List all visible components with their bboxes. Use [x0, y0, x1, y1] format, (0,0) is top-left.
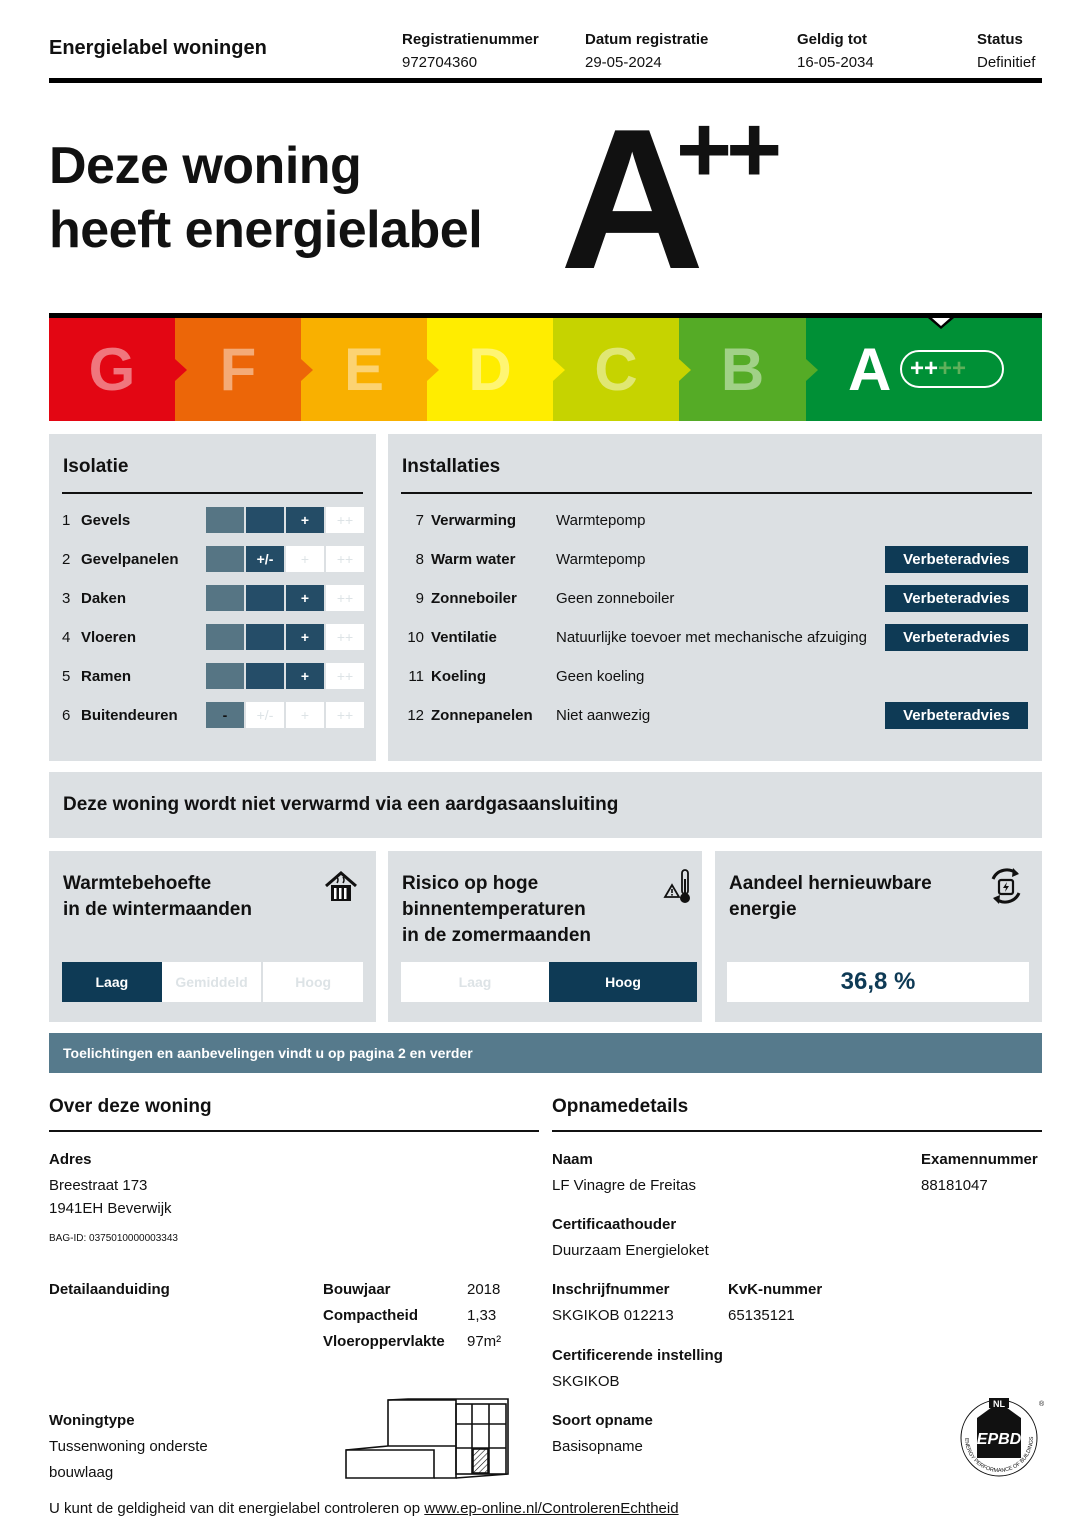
- detail-label: Detailaanduiding: [49, 1281, 170, 1298]
- scale-segment-g: G: [49, 318, 175, 421]
- registration-number: Registratienummer 972704360: [402, 31, 539, 71]
- building-type-icon: [344, 1398, 512, 1482]
- installatie-row-value: Warmtepomp: [556, 551, 646, 568]
- installatie-row-value: Geen koeling: [556, 668, 645, 685]
- house-heater-icon: [323, 869, 359, 905]
- verbeteradvies-button[interactable]: Verbeteradvies: [885, 624, 1028, 651]
- rating-cell: ++: [326, 546, 364, 572]
- svg-text:®: ®: [1039, 1401, 1045, 1408]
- isolatie-row-label: Ramen: [81, 668, 132, 685]
- rating-cell: +/-: [246, 702, 284, 728]
- installatie-row-label: Koeling: [431, 668, 486, 685]
- compactheid-label: Compactheid: [323, 1307, 419, 1324]
- verbeteradvies-button[interactable]: Verbeteradvies: [885, 546, 1028, 573]
- registration-date: Datum registratie 29-05-2024: [585, 31, 709, 71]
- soort-label: Soort opname: [552, 1412, 653, 1429]
- renewable-cycle-icon: [985, 865, 1027, 907]
- cert-inst-value: SKGIKOB: [552, 1373, 620, 1390]
- footer-verification: U kunt de geldigheid van dit energielabel controleren op www.ep-online.nl/ControlerenEchtheid: [49, 1500, 679, 1517]
- energy-scale: [49, 313, 1042, 421]
- isolatie-row-label: Vloeren: [81, 629, 137, 646]
- heat-demand-medium: Gemiddeld: [162, 962, 264, 1002]
- overheating-panel: Risico op hoge binnentemperaturen in de zomermaanden Laag Hoog: [388, 851, 702, 1022]
- bag-id: BAG-ID: 0375010000003343: [49, 1233, 178, 1244]
- renewable-panel: Aandeel hernieuwbare energie 36,8 %: [715, 851, 1042, 1022]
- gas-notice: Deze woning wordt niet verwarmd via een aardgasaansluiting: [49, 772, 1042, 838]
- document-title: Energielabel woningen: [49, 37, 267, 59]
- heat-demand-toggle: [62, 962, 363, 1002]
- scale-segment-c: C: [553, 318, 679, 421]
- isolatie-row: 1 Gevels + ++: [49, 507, 376, 534]
- address-line2: 1941EH Beverwijk: [49, 1200, 172, 1217]
- heat-demand-panel: Warmtebehoefte in de wintermaanden Laag Gemiddeld Hoog: [49, 851, 376, 1022]
- scale-segment-e: E: [301, 318, 427, 421]
- rating-cell: +: [286, 624, 324, 650]
- installatie-row-label: Ventilatie: [431, 629, 497, 646]
- rating-cell: ++: [326, 702, 364, 728]
- inschrijf-value: SKGIKOB 012213: [552, 1307, 674, 1324]
- rating-cell: ++: [326, 624, 364, 650]
- overheating-low: Laag: [401, 962, 549, 1002]
- rating-cell: +: [286, 585, 324, 611]
- energy-label-letter: A: [560, 88, 705, 311]
- rating-cell: ++: [326, 663, 364, 689]
- over-title: Over deze woning: [49, 1096, 212, 1117]
- installatie-row: 10 Ventilatie Natuurlijke toevoer met mechanische afzuiging Verbeteradvies: [0, 624, 1080, 651]
- heat-demand-low: Laag: [62, 962, 162, 1002]
- rating-cell: +: [286, 702, 324, 728]
- renewable-share-value: 36,8 %: [727, 962, 1029, 1002]
- compactheid-value: 1,33: [467, 1307, 497, 1324]
- bouwjaar-value: 2018: [467, 1281, 501, 1298]
- isolatie-row-label: Buitendeuren: [81, 707, 178, 724]
- thermometer-warning-icon: [663, 867, 695, 907]
- examen-value: 88181047: [921, 1177, 988, 1194]
- installatie-row-label: Warm water: [431, 551, 516, 568]
- isolatie-row-label: Gevelpanelen: [81, 551, 179, 568]
- isolatie-row: 2 Gevelpanelen +/- + ++: [49, 546, 376, 573]
- installatie-row: 8 Warm water Warmtepomp Verbeteradvies: [0, 546, 1080, 573]
- installatie-row: 9 Zonneboiler Geen zonneboiler Verbeteradvies: [0, 585, 1080, 612]
- installatie-row-label: Verwarming: [431, 512, 517, 529]
- opname-title: Opnamedetails: [552, 1096, 689, 1117]
- kvk-value: 65135121: [728, 1307, 795, 1324]
- woningtype-line2: bouwlaag: [49, 1464, 114, 1481]
- scale-active-letter: A: [848, 336, 892, 403]
- epbd-logo: [955, 1396, 1047, 1480]
- scale-plus-pill: ++++: [900, 350, 1004, 388]
- examen-label: Examennummer: [921, 1151, 1038, 1168]
- installatie-row-value: Geen zonneboiler: [556, 590, 675, 607]
- installatie-row-label: Zonneboiler: [431, 590, 517, 607]
- heat-demand-high: Hoog: [263, 962, 363, 1002]
- isolatie-row: 6 Buitendeuren - +/- + ++: [49, 702, 376, 729]
- installatie-row: 7 Verwarming Warmtepomp: [415, 512, 646, 529]
- soort-value: Basisopname: [552, 1438, 643, 1455]
- installatie-row: 11 Koeling Geen koeling: [408, 668, 645, 685]
- rating-cell: +: [286, 546, 324, 572]
- overheating-toggle: [401, 962, 697, 1002]
- svg-text:NL: NL: [993, 1399, 1005, 1409]
- rating-cell: ++: [326, 507, 364, 533]
- scale-segment-b: B: [679, 318, 806, 421]
- isolatie-row: 5 Ramen + ++: [49, 663, 376, 690]
- explanation-banner: Toelichtingen en aanbevelingen vindt u op pagina 2 en verder: [49, 1033, 1042, 1073]
- isolatie-row: 3 Daken + ++: [49, 585, 376, 612]
- headline: Deze woning heeft energielabel: [49, 137, 483, 259]
- naam-value: LF Vinagre de Freitas: [552, 1177, 696, 1194]
- overheating-high: Hoog: [549, 962, 697, 1002]
- rating-cell: +: [286, 663, 324, 689]
- installatie-row-value: Warmtepomp: [556, 512, 646, 529]
- header-divider: [49, 78, 1042, 83]
- isolatie-row-label: Gevels: [81, 512, 131, 529]
- rating-cell: +: [286, 507, 324, 533]
- rating-cell: -: [206, 702, 244, 728]
- bouwjaar-label: Bouwjaar: [323, 1281, 391, 1298]
- installaties-title: Installaties: [402, 456, 501, 477]
- valid-until: Geldig tot 16-05-2034: [797, 31, 874, 71]
- installatie-row-label: Zonnepanelen: [431, 707, 533, 724]
- verification-link[interactable]: www.ep-online.nl/ControlerenEchtheid: [424, 1500, 679, 1517]
- cert-houder-label: Certificaathouder: [552, 1216, 677, 1233]
- energy-label-plus: ++: [676, 96, 777, 203]
- vloeroppervlakte-value: 97m²: [467, 1333, 502, 1350]
- installatie-row: 12 Zonnepanelen Niet aanwezig Verbeteradvies: [0, 702, 1080, 729]
- isolatie-row: 4 Vloeren + ++: [49, 624, 376, 651]
- isolatie-row-label: Daken: [81, 590, 127, 607]
- address-label: Adres: [49, 1151, 92, 1168]
- svg-text:ENERGY PERFORMANCE OF BUILDING: ENERGY PERFORMANCE OF BUILDINGS: [962, 1436, 1036, 1475]
- rating-cell: +/-: [246, 546, 284, 572]
- svg-text:EPBD: EPBD: [976, 1431, 1022, 1448]
- scale-segment-d: D: [427, 318, 553, 421]
- installatie-row-value: Niet aanwezig: [556, 707, 651, 724]
- inschrijf-label: Inschrijfnummer: [552, 1281, 670, 1298]
- cert-houder-value: Duurzaam Energieloket: [552, 1242, 709, 1259]
- woningtype-label: Woningtype: [49, 1412, 135, 1429]
- address-line1: Breestraat 173: [49, 1177, 148, 1194]
- kvk-label: KvK-nummer: [728, 1281, 823, 1298]
- scale-segment-f: F: [175, 318, 301, 421]
- verbeteradvies-button[interactable]: Verbeteradvies: [885, 702, 1028, 729]
- status: Status Definitief: [977, 31, 1036, 71]
- naam-label: Naam: [552, 1151, 593, 1168]
- installatie-row-value: Natuurlijke toevoer met mechanische afzuiging: [556, 629, 867, 646]
- woningtype-line1: Tussenwoning onderste: [49, 1438, 208, 1455]
- cert-inst-label: Certificerende instelling: [552, 1347, 723, 1364]
- isolatie-title: Isolatie: [63, 456, 129, 477]
- verbeteradvies-button[interactable]: Verbeteradvies: [885, 585, 1028, 612]
- vloeroppervlakte-label: Vloeroppervlakte: [323, 1333, 445, 1350]
- rating-cell: ++: [326, 585, 364, 611]
